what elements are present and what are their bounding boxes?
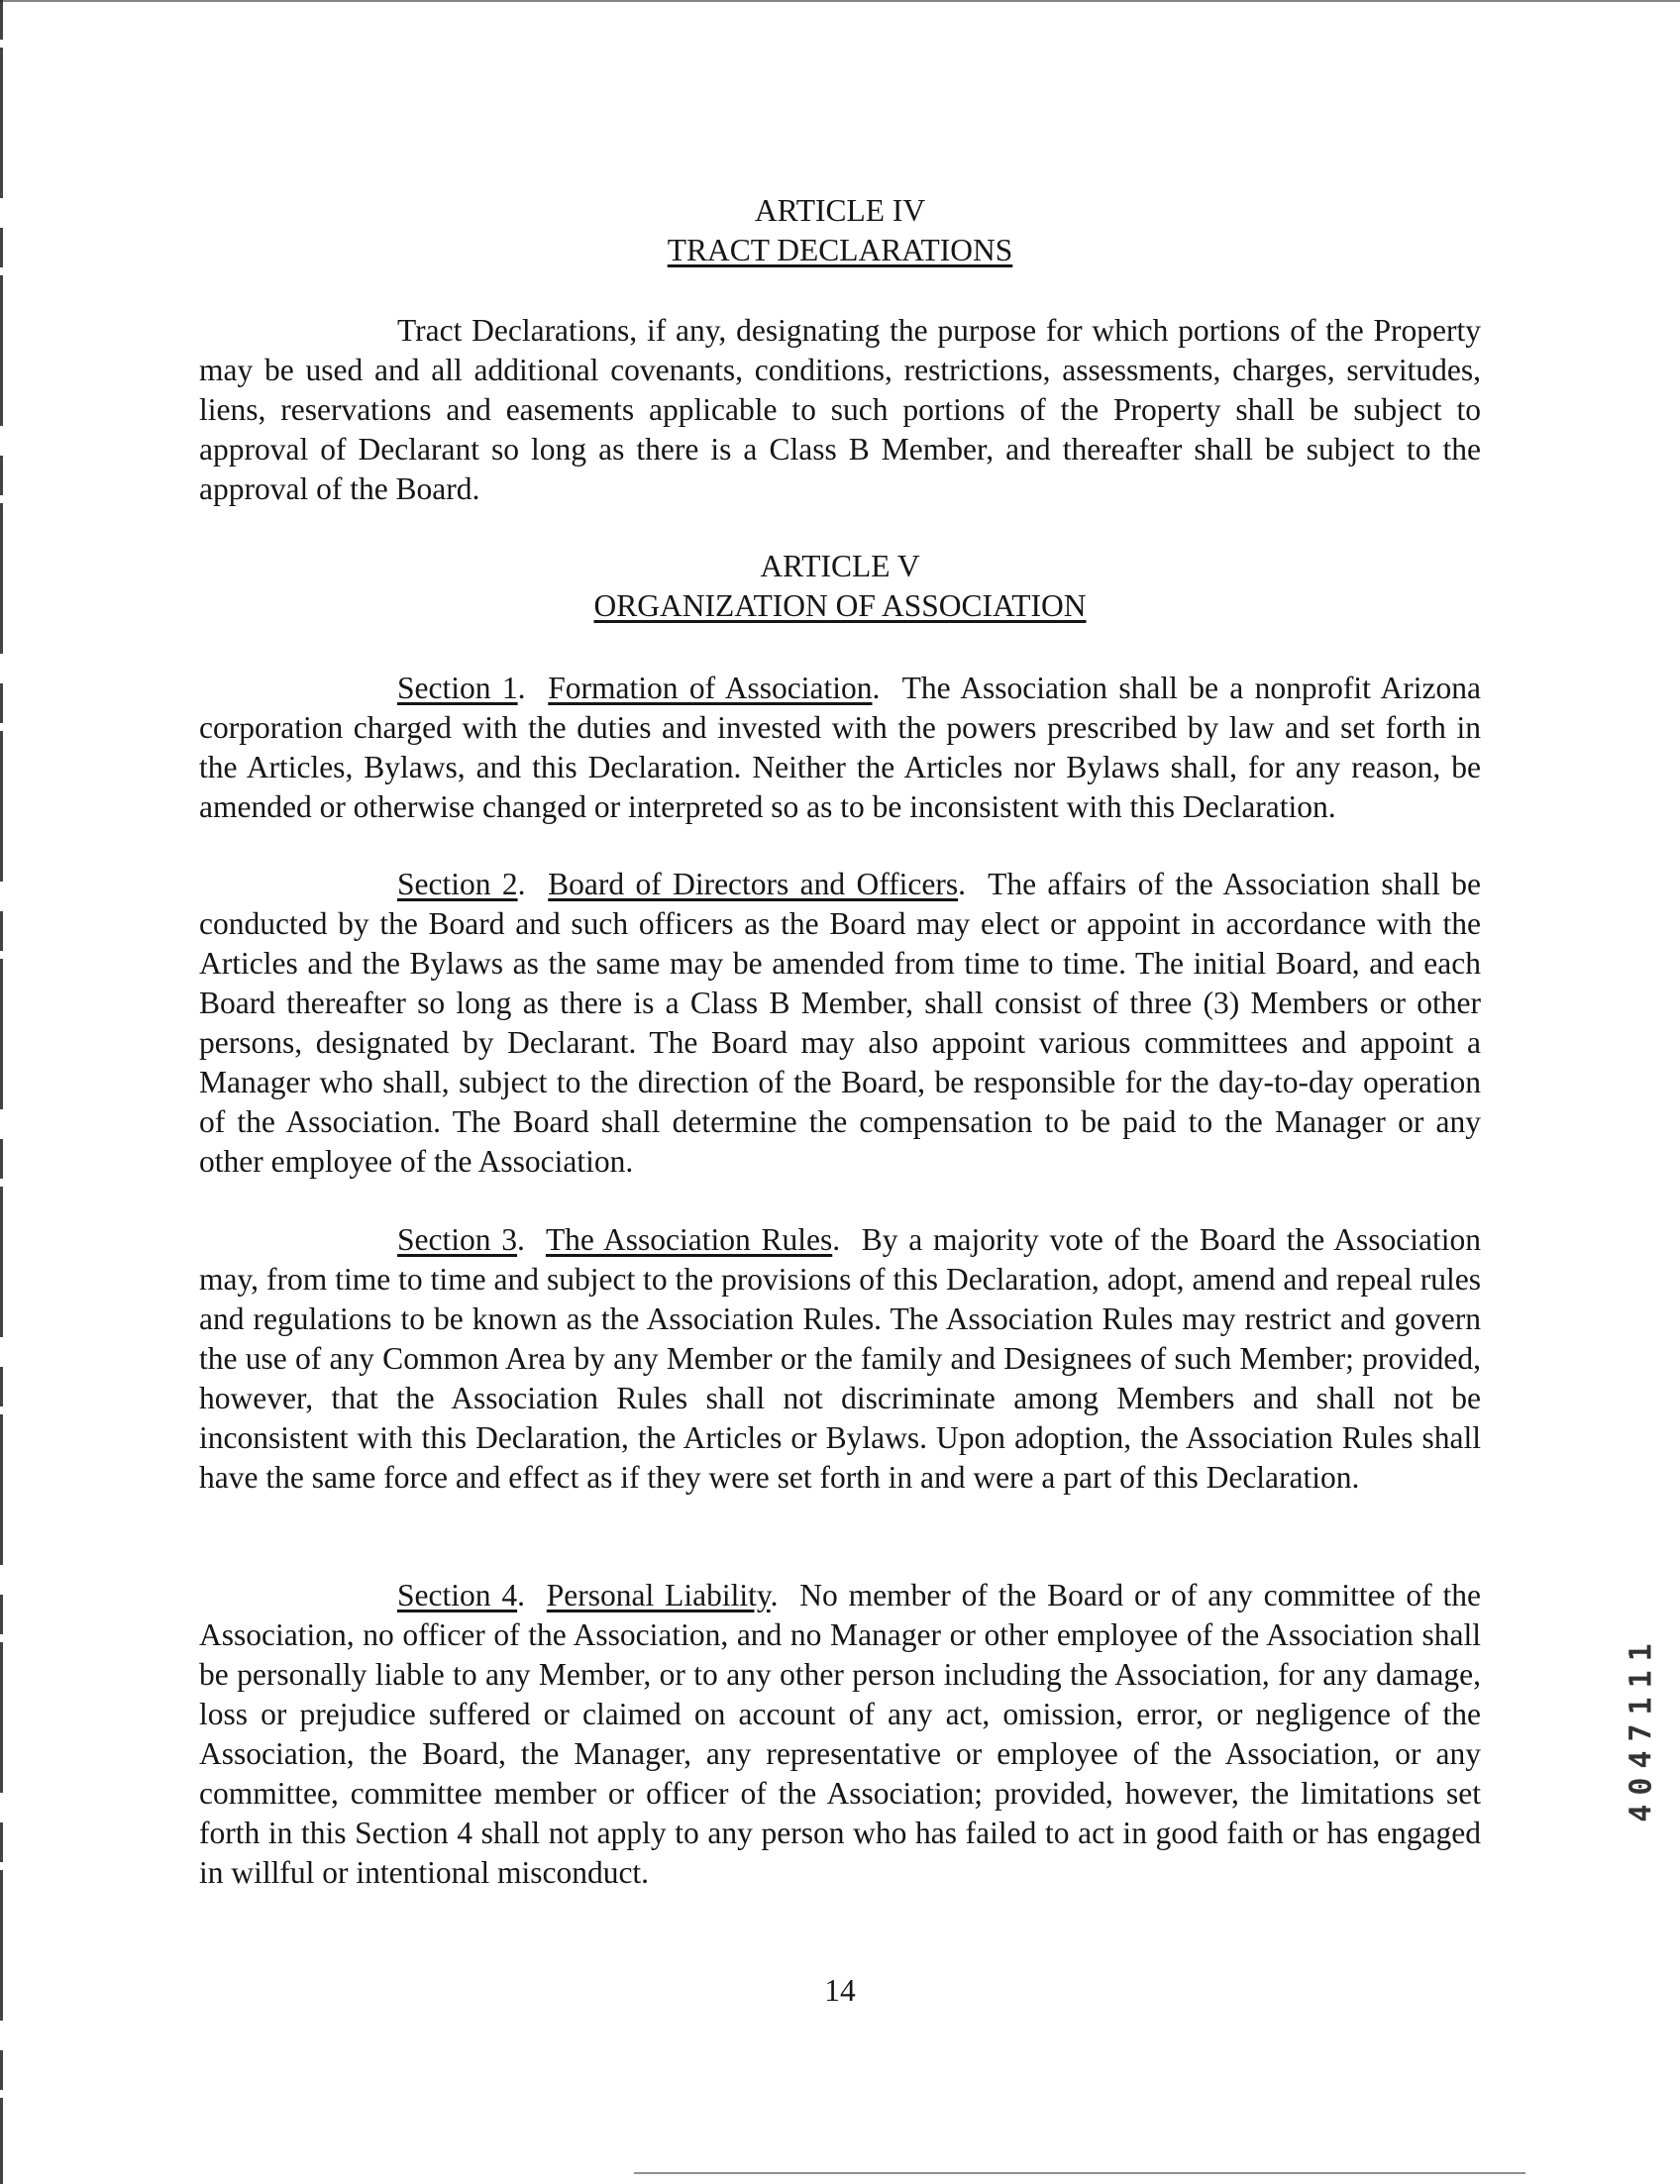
article-4-number: ARTICLE IV — [754, 193, 926, 228]
section-2-title: Board of Directors and Officers — [548, 867, 959, 901]
side-stamp-text: 4047111 — [1624, 1634, 1659, 1822]
section-3-label: Section 3 — [397, 1222, 518, 1257]
section-3: Section 3. The Association Rules. By a majority vote of the Board the Association may, from time to time and subject to the provisions of this Declaration, adopt, amend and repeal rules and regulations to be known as the Association Rules. The Association Rules may restrict and govern the use of any Common Area by any Member or the family and Designees of such Member; provided, however, that the Association Rules shall not discriminate among Members and shall not be inconsistent with this Declaration, the Articles or Bylaws. Upon adoption, the Association Rules shall have the same force and effect as if they were set forth in and were a part of this Declaration. — [199, 1222, 1481, 1495]
side-stamp — [1625, 1560, 1658, 1897]
section-4-label: Section 4 — [397, 1578, 518, 1612]
section-1-title: Formation of Association — [548, 671, 873, 705]
section-1-label: Section 1 — [397, 671, 518, 705]
section-4-title: Personal Liability — [546, 1578, 771, 1612]
article-5-number: ARTICLE V — [760, 549, 920, 583]
section-2-label: Section 2 — [397, 867, 518, 901]
page-number: 14 — [824, 1973, 856, 2008]
section-2-text: The affairs of the Association shall be conducted by the Board and such officers as the Board may elect or appoint in accordance with the Articles and the Bylaws as the same may be amended from time to time. The initial Board, and each Board thereafter so long as there is a Class B Member, shall consist of three (3) Members or other persons, designated by Declarant. The Board may also appoint various committees and appoint a Manager who shall, subject to the direction of the Board, be responsible for the day-to-day operation of the Association. The Board shall determine the compensation to be paid to the Manager or any other employee of the Association. — [199, 867, 1481, 1179]
section-1: Section 1. Formation of Association. The Association shall be a nonprofit Arizona corporation charged with the duties and invested with the powers prescribed by law and set forth in the Articles, Bylaws, and this Declaration. Neither the Articles nor Bylaws shall, for any reason, be amended or otherwise changed or interpreted so as to be inconsistent with this Declaration. — [199, 671, 1481, 824]
article-4-paragraph: Tract Declarations, if any, designating the purpose for which portions of the Property may be used and all additional covenants, conditions, restrictions, assessments, charges, servitudes, liens, reservations and easements applicable to such portions of the Property shall be subject to approval of Declarant so long as there is a Class B Member, and thereafter shall be subject to the approval of the Board. — [199, 313, 1481, 506]
article-5-heading — [199, 547, 1481, 626]
section-1-text: The Association shall be a nonprofit Arizona corporation charged with the duties and invested with the powers prescribed by law and set forth in the Articles, Bylaws, and this Declaration. Neither the Articles nor Bylaws shall, for any reason, be amended or otherwise changed or interpreted so as to be inconsistent with this Declaration. — [199, 671, 1481, 824]
article-4-title: TRACT DECLARATIONS — [667, 233, 1013, 267]
article-4-body — [199, 311, 1481, 509]
page-bottom-edge — [634, 2172, 1525, 2174]
section-2: Section 2. Board of Directors and Officers. The affairs of the Association shall be conducted by the Board and such officers as the Board may elect or appoint in accordance with the Articles and the Bylaws as the same may be amended from time to time. The initial Board, and each Board thereafter so long as there is a Class B Member, shall consist of three (3) Members or other persons, designated by Declarant. The Board may also appoint various committees and appoint a Manager who shall, subject to the direction of the Board, be responsible for the day-to-day operation of the Association. The Board shall determine the compensation to be paid to the Manager or any other employee of the Association. — [199, 867, 1481, 1179]
section-4-text: No member of the Board or of any committee of the Association, no officer of the Association, and no Manager or other employee of the Association shall be personally liable to any Member, or to any other person including the Association, for any damage, loss or prejudice suffered or claimed on account of any act, omission, error, or negligence of the Association, the Board, the Manager, any representative or employee of the Association, or any committee, committee member or officer of the Association; provided, however, the limitations set forth in this Section 4 shall not apply to any person who has failed to act in good faith or has engaged in willful or intentional misconduct. — [199, 1578, 1482, 1890]
section-3-title: The Association Rules — [545, 1222, 833, 1257]
section-3-text: By a majority vote of the Board the Association may, from time to time and subject to the provisions of this Declaration, adopt, amend and repeal rules and regulations to be known as the Association Rules. The Association Rules may restrict and govern the use of any Common Area by any Member or the family and Designees of such Member; provided, however, that the Association Rules shall not discriminate among Members and shall not be inconsistent with this Declaration, the Articles or Bylaws. Upon adoption, the Association Rules shall have the same force and effect as if they were set forth in and were a part of this Declaration. — [199, 1222, 1481, 1495]
article-4-heading — [199, 191, 1481, 270]
section-4: Section 4. Personal Liability. No member of the Board or of any committee of the Association, no officer of the Association, and no Manager or other employee of the Association shall be personally liable to any Member, or to any other person including the Association, for any damage, loss or prejudice suffered or claimed on account of any act, omission, error, or negligence of the Association, the Board, the Manager, any representative or employee of the Association, or any committee, committee member or officer of the Association; provided, however, the limitations set forth in this Section 4 shall not apply to any person who has failed to act in good faith or has engaged in willful or intentional misconduct. — [199, 1578, 1482, 1890]
page-left-edge — [0, 0, 3, 2184]
page-top-edge — [0, 0, 1680, 2]
article-5-title: ORGANIZATION OF ASSOCIATION — [593, 588, 1087, 623]
